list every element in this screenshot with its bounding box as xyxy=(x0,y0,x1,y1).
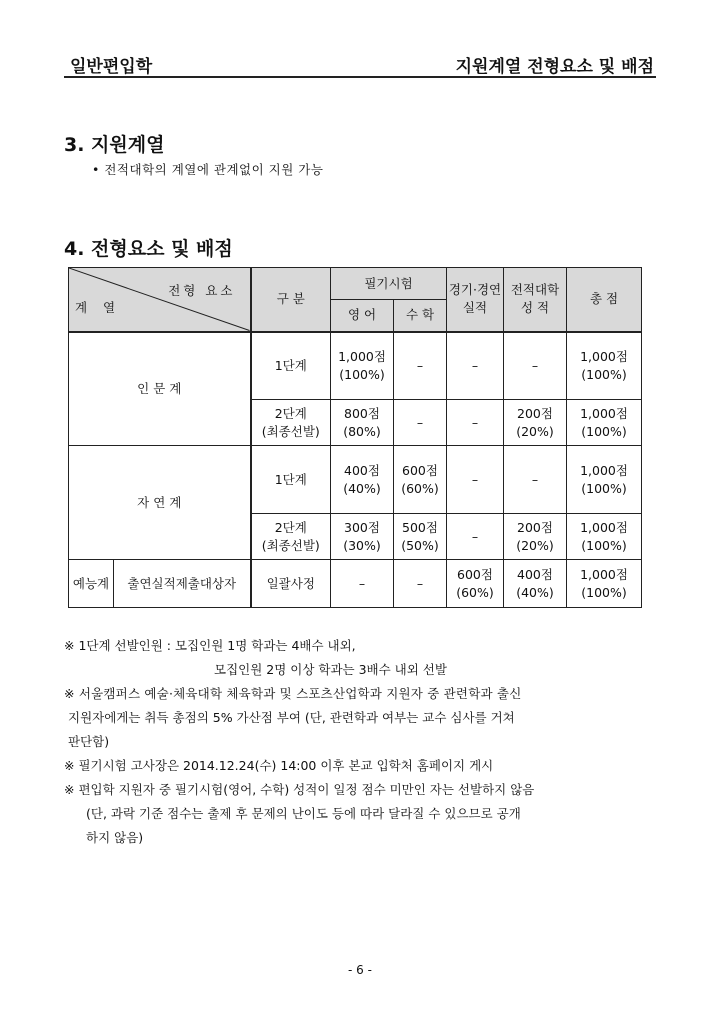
natural-step1: 1단계 xyxy=(251,446,331,514)
humanities-step1-total: 1,000점 (100%) xyxy=(567,332,642,400)
section-3-bullet: • 전적대학의 계열에 관계없이 지원 가능 xyxy=(92,162,324,177)
header-english: 영 어 xyxy=(331,300,394,332)
note-line: ※ 서울캠퍼스 예술·체육대학 체육학과 및 스포츠산업학과 지원자 중 관련학과 출신 xyxy=(64,686,522,701)
note-line: ※ 편입학 지원자 중 필기시험(영어, 수학) 성적이 일정 점수 미만인 자는 선발하지 않음 xyxy=(64,782,535,797)
header-competition: 경기·경연 실적 xyxy=(447,268,504,332)
natural-step2-math: 500점 (50%) xyxy=(394,514,447,560)
humanities-step2-total: 1,000점 (100%) xyxy=(567,400,642,446)
art-total: 1,000점 (100%) xyxy=(567,560,642,608)
natural-step2-english: 300점 (30%) xyxy=(331,514,394,560)
natural-step1-previous: – xyxy=(504,446,567,514)
note-line: (단, 과락 기준 점수는 출제 후 문제의 난이도 등에 따라 달라질 수 있으므로 공개 xyxy=(86,806,521,821)
header-division: 구 분 xyxy=(251,268,331,332)
notes xyxy=(64,634,654,850)
natural-step1-english: 400점 (40%) xyxy=(331,446,394,514)
humanities-step2-english: 800점 (80%) xyxy=(331,400,394,446)
art-bulk: 일괄사정 xyxy=(251,560,331,608)
note-line: 모집인원 2명 이상 학과는 3배수 내외 선발 xyxy=(214,662,447,677)
section-3-title: 3. 지원계열 xyxy=(64,134,165,156)
natural-step2-total: 1,000점 (100%) xyxy=(567,514,642,560)
humanities-step1-competition: – xyxy=(447,332,504,400)
natural-step2-competition: – xyxy=(447,514,504,560)
art-label: 예능계 xyxy=(69,560,114,608)
header-element-label: 전형 요소 xyxy=(168,283,236,298)
art-competition: 600점 (60%) xyxy=(447,560,504,608)
natural-label: 자 연 계 xyxy=(69,446,251,560)
humanities-step1-math: – xyxy=(394,332,447,400)
header-math: 수 학 xyxy=(394,300,447,332)
note-line: 하지 않음) xyxy=(86,830,144,845)
score-table xyxy=(68,267,642,608)
note-line: 판단함) xyxy=(68,734,110,749)
natural-step1-math: 600점 (60%) xyxy=(394,446,447,514)
humanities-step2: 2단계 (최종선발) xyxy=(251,400,331,446)
header-written-test: 필기시험 xyxy=(331,268,447,300)
art-math: – xyxy=(394,560,447,608)
art-previous: 400점 (40%) xyxy=(504,560,567,608)
section-4-title: 4. 전형요소 및 배점 xyxy=(64,238,233,260)
header-right: 지원계열 전형요소 및 배점 xyxy=(455,57,654,77)
humanities-label: 인 문 계 xyxy=(69,332,251,446)
header-previous-school: 전적대학 성 적 xyxy=(504,268,567,332)
page-header xyxy=(64,50,656,78)
humanities-step2-math: – xyxy=(394,400,447,446)
natural-step2: 2단계 (최종선발) xyxy=(251,514,331,560)
humanities-step2-previous: 200점 (20%) xyxy=(504,400,567,446)
note-line: ※ 1단계 선발인원 : 모집인원 1명 학과는 4배수 내외, xyxy=(64,638,356,653)
header-left: 일반편입학 xyxy=(70,57,153,77)
header-diagonal-cell xyxy=(69,268,251,332)
header-series-label: 계 열 xyxy=(75,299,122,315)
natural-step1-competition: – xyxy=(447,446,504,514)
humanities-step2-competition: – xyxy=(447,400,504,446)
natural-step1-total: 1,000점 (100%) xyxy=(567,446,642,514)
humanities-step1: 1단계 xyxy=(251,332,331,400)
natural-step2-previous: 200점 (20%) xyxy=(504,514,567,560)
header-total: 총 점 xyxy=(567,268,642,332)
humanities-step1-previous: – xyxy=(504,332,567,400)
note-line: 지원자에게는 취득 총점의 5% 가산점 부여 (단, 관련학과 여부는 교수 심사를 거쳐 xyxy=(68,710,515,725)
art-english: – xyxy=(331,560,394,608)
note-line: ※ 필기시험 고사장은 2014.12.24(수) 14:00 이후 본교 입학처 홈페이지 게시 xyxy=(64,758,494,773)
art-sub-label: 출연실적제출대상자 xyxy=(114,560,251,608)
humanities-step1-english: 1,000점 (100%) xyxy=(331,332,394,400)
page-number: - 6 - xyxy=(348,963,372,977)
